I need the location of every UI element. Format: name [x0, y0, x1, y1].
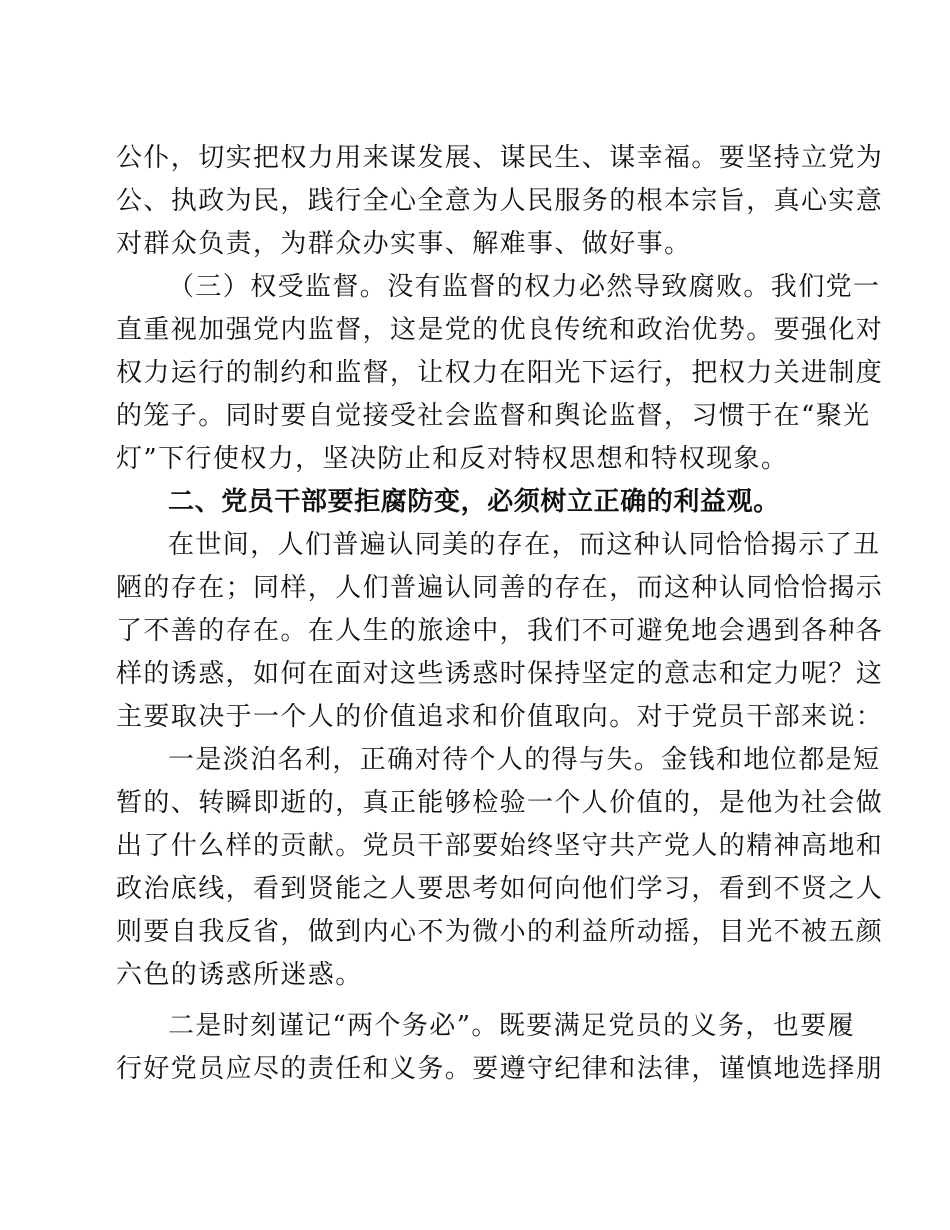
paragraph-line: 公、执政为民，践行全心全意为人民服务的根本宗旨，真心实意: [116, 186, 884, 216]
paragraph-line: 则要自我反省，做到内心不为微小的利益所动摇，目光不被五颜: [116, 917, 884, 947]
paragraph-line: 样的诱惑，如何在面对这些诱惑时保持坚定的意志和定力呢？这: [116, 659, 884, 689]
paragraph-line: （三）权受监督。没有监督的权力必然导致腐败。我们党一: [168, 272, 881, 302]
section-heading: 二、党员干部要拒腐防变，必须树立正确的利益观。: [168, 487, 780, 517]
paragraph-line: 在世间，人们普遍认同美的存在，而这种认同恰恰揭示了丑: [168, 530, 881, 560]
paragraph-line: 权力运行的制约和监督，让权力在阳光下运行，把权力关进制度: [116, 358, 884, 388]
document-body: [116, 137, 884, 1091]
paragraph-line: 暂的、转瞬即逝的，真正能够检验一个人价值的，是他为社会做: [116, 788, 884, 818]
paragraph-line: 政治底线，看到贤能之人要思考如何向他们学习，看到不贤之人: [116, 874, 884, 904]
paragraph-line: 出了什么样的贡献。党员干部要始终坚守共产党人的精神高地和: [116, 831, 884, 861]
paragraph-line: 的笼子。同时要自觉接受社会监督和舆论监督，习惯于在“聚光: [116, 401, 871, 431]
paragraph-line: 了不善的存在。在人生的旅途中，我们不可避免地会遇到各种各: [116, 616, 884, 646]
paragraph-line: 二是时刻谨记“两个务必”。既要满足党员的义务，也要履: [168, 1011, 855, 1041]
paragraph-line: 行好党员应尽的责任和义务。要遵守纪律和法律，谨慎地选择朋: [116, 1054, 884, 1084]
paragraph-line: 主要取决于一个人的价值追求和价值取向。对于党员干部来说：: [116, 702, 884, 732]
paragraph-line: 一是淡泊名利，正确对待个人的得与失。金钱和地位都是短: [168, 745, 881, 775]
paragraph-line: 公仆，切实把权力用来谋发展、谋民生、谋幸福。要坚持立党为: [116, 143, 884, 173]
paragraph-line: 对群众负责，为群众办实事、解难事、做好事。: [116, 229, 692, 259]
paragraph-line: 灯”下行使权力，坚决防止和反对特权思想和特权现象。: [116, 444, 789, 474]
paragraph-line: 直重视加强党内监督，这是党的优良传统和政治优势。要强化对: [116, 315, 884, 345]
paragraph-line: 陋的存在；同样，人们普遍认同善的存在，而这种认同恰恰揭示: [116, 573, 884, 603]
paragraph-line: 六色的诱惑所迷惑。: [116, 960, 363, 990]
